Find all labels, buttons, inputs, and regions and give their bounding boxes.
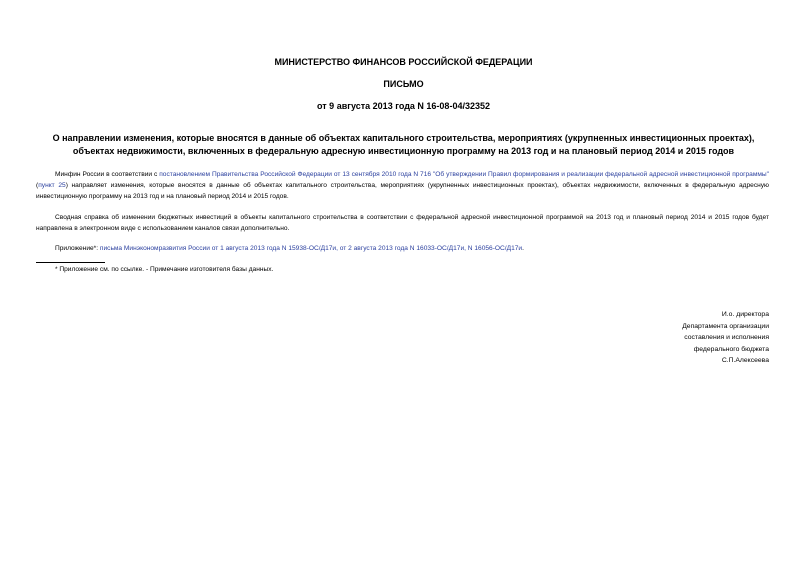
footnote: * Приложение см. по ссылке. - Примечание изготовителя базы данных.	[55, 266, 274, 273]
signature-line-1: И.о. директора	[721, 311, 769, 318]
resolution-link[interactable]: постановлением Правительства Российской Федерации от 13 сентября 2010 года N 716 "Об утверждении Правил формирования и реализации федеральной адресной инвестиционной программы"	[159, 171, 769, 178]
subject-line-2: объектах недвижимости, включенных в федеральную адресную инвестиционную программу на 2013 год и на плановый период 2014 и 2015 годов	[72, 145, 735, 156]
document-date: от 9 августа 2013 года N 16-08-04/32352	[317, 101, 490, 111]
paragraph-1-start: Минфин России в соответствии с	[55, 171, 160, 178]
signature-line-2: Департамента организации	[682, 322, 769, 330]
document-subject	[50, 132, 757, 157]
attachment-end: .	[522, 245, 524, 252]
subject-line-1: О направлении изменения, которые вносятся в данные об объектах капитального строительства, мероприятиях (укрупненных инвестиционных проектах),	[52, 133, 755, 143]
paragraph-1-end: ) направляет изменения, которые вносятся в данные об объектах капитального строительства, мероприятиях (укрупненных инвестиционных проектах), объектах недвижимости, включенных в федеральную адресную инвестиционную программу на 2013 год и на плановый период 2014 и 2015 годов.	[36, 182, 770, 200]
clause-link[interactable]: пункт 25	[38, 182, 66, 189]
paragraph-1-mid: (	[36, 182, 39, 189]
ministry-heading: МИНИСТЕРСТВО ФИНАНСОВ РОССИЙСКОЙ ФЕДЕРАЦИИ	[274, 57, 533, 67]
paragraph-1	[36, 169, 769, 202]
signature-block	[569, 309, 769, 367]
attachment-link[interactable]: письма Минэкономразвития России от 1 августа 2013 года N 15938-ОС/Д17и, от 2 августа 2013 года N 16033-ОС/Д17и, N 16056-ОС/Д17и	[99, 245, 523, 252]
attachment-paragraph	[36, 243, 769, 254]
attachment-label: Приложение*:	[55, 245, 100, 252]
paragraph-2-text: Сводная справка об изменении бюджетных инвестиций в объекты капитального строительства в соответствии с федеральной адресной инвестиционной программой на 2013 год и плановый период 2014 и 2015 годов будет направлена в электронном виде с использованием каналов связи дополнительно.	[36, 214, 769, 232]
signature-name: С.П.Алексеева	[721, 357, 769, 364]
signature-line-3: составления и исполнения	[684, 334, 769, 341]
footnote-divider	[36, 262, 105, 263]
paragraph-2	[36, 212, 769, 234]
document-type: ПИСЬМО	[383, 79, 424, 89]
signature-line-4: федерального бюджета	[693, 345, 769, 353]
